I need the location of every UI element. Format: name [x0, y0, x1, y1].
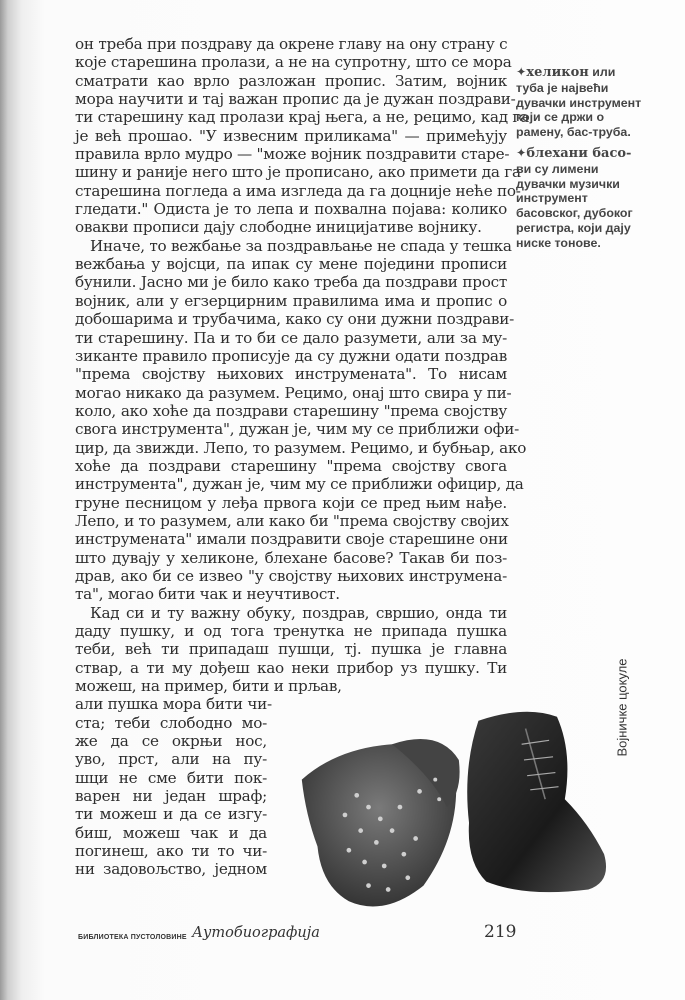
text-line: ни задовољство, једном	[75, 860, 267, 879]
sidenote-term: блехани басо-	[526, 145, 632, 161]
text-line: зиканте правило прописује да су дужни одати поздрав	[75, 346, 507, 365]
text-line: што дувају у хеликоне, блехане басове? Такав би поз-	[75, 548, 507, 567]
text-line: уво, прст, али на пу-	[75, 750, 267, 769]
text-line: али пушка мора бити чи-	[75, 695, 272, 714]
boots-photo	[290, 705, 620, 917]
text-line: он треба при поздраву да окрене главу на ону страну с	[75, 35, 508, 53]
text-line: вежбања у војсци, па ипак су мене поједини прописи	[75, 255, 507, 274]
text-line: ти старешину кад пролази крај њега, а не, рецимо, кад га	[75, 108, 529, 127]
text-line: свога инструмента", дужан је, чим му се приближи офи-	[75, 420, 520, 439]
text-line: "према својству њихових инструмената". То нисам	[75, 365, 507, 384]
text-line: же да се окрњи нос,	[75, 732, 267, 751]
sidenote-glossary	[516, 65, 644, 257]
text-line: шину и раније него што је прописано, ако примети да га	[75, 163, 521, 182]
text-line: које старешина пролази, а не на супротну, што се мора	[75, 53, 512, 72]
text-line: добошарима и трубачима, како су они дужни поздрави-	[75, 310, 514, 329]
text-line: теби, већ ти припадаш пушци, тј. пушка је главна	[75, 640, 507, 659]
text-line: војник, али у егзерцирним правилима има и пропис о	[75, 291, 507, 310]
page-number: 219	[484, 922, 517, 942]
text-line: груне песницом у леђа првога који се пред њим нађе.	[75, 493, 507, 512]
sidenote-blehani-basovi: ✦блехани басо-ви су лимени дувачки музички инструмент басовског, дубоког регистра, који дају ниске тонове.	[516, 145, 633, 250]
sidenote-helikon: ✦хеликон или туба је највећи дувачки инструмент који се држи о рамену, бас-труба.	[516, 65, 642, 140]
text-line: шци не сме бити пок-	[75, 768, 267, 787]
text-line: ти можеш и да се изгу-	[75, 805, 267, 824]
text-line: драв, ако би се извео "у својству њихових инструмена-	[75, 566, 507, 585]
text-line: ствар, а ти му дођеш као неки прибор уз пушку. Ти	[75, 658, 507, 677]
text-line: Кад си и ту важну обуку, поздрав, свршио, онда ти	[90, 603, 507, 622]
text-line: сматрати као врло разложан пропис. Затим, војник	[75, 71, 507, 90]
text-line: инструмента", дужан је, чим му се приближи официр, да	[75, 475, 524, 494]
footer-book-title: Аутобиографија	[192, 925, 320, 941]
footer-series-name: БИБЛИОТЕКА ПУСТОЛОВИНЕ	[78, 934, 187, 941]
sidenote-definition: ви су лимени дувачки музички инструмент басовског, дубоког регистра, који дају ниске тонове.	[516, 161, 633, 250]
text-line: Иначе, то вежбање за поздрављање не спада у тешка	[90, 236, 512, 255]
text-line: бунили. Јасно ми је било како треба да поздрави прост	[75, 273, 507, 292]
text-line: Лепо, и то разумем, али како би "према својству својих	[75, 511, 509, 530]
sidenote-definition: или туба је највећи дувачки инструмент који се држи о рамену, бас-труба.	[516, 65, 642, 140]
text-line: коло, ако хоће да поздрави старешину "према својству	[75, 401, 507, 420]
text-line: биш, можеш чак и да	[75, 823, 267, 842]
text-line: правила врло мудро — "може војник поздравити старе-	[75, 145, 510, 164]
text-line: инструмената" имали поздравити своје старешине они	[75, 530, 508, 549]
text-line: је већ прошао. "У извесним приликама" — примећују	[75, 126, 507, 145]
text-line: можеш, на пример, бити и прљав,	[75, 677, 342, 696]
text-line: погинеш, ако ти то чи-	[75, 842, 267, 861]
text-line: даду пушку, и од тога тренутка не припада пушка	[75, 622, 507, 640]
text-line: ти старешину. Па и то би се дало разумети, али за му-	[75, 328, 507, 347]
text-line: варен ни један шраф;	[75, 787, 267, 806]
text-line: ста; теби слободно мо-	[75, 713, 267, 732]
text-line: могао никако да разумем. Рецимо, онај што свира у пи-	[75, 383, 512, 402]
text-line: мора научити и тај важан пропис да је дужан поздрави-	[75, 90, 516, 109]
text-line: цир, да звижди. Лепо, то разумем. Рецимо, и бубњар, ако	[75, 438, 527, 457]
text-line: та", могао бити чак и неучтивост.	[75, 585, 340, 604]
text-line: хоће да поздрави старешину "према својству свога	[75, 456, 507, 475]
text-line: старешина погледа а има изгледа да га доцније неће по-	[75, 181, 521, 200]
sidenote-term: хеликон	[526, 65, 589, 80]
right-boot	[467, 712, 606, 892]
image-caption: Војничке цокуле	[614, 658, 630, 757]
text-line: овакви прописи дају слободне иницијативе војнику.	[75, 218, 482, 237]
text-line: гледати." Одиста је то лепа и похвална појава: колико	[75, 200, 507, 219]
